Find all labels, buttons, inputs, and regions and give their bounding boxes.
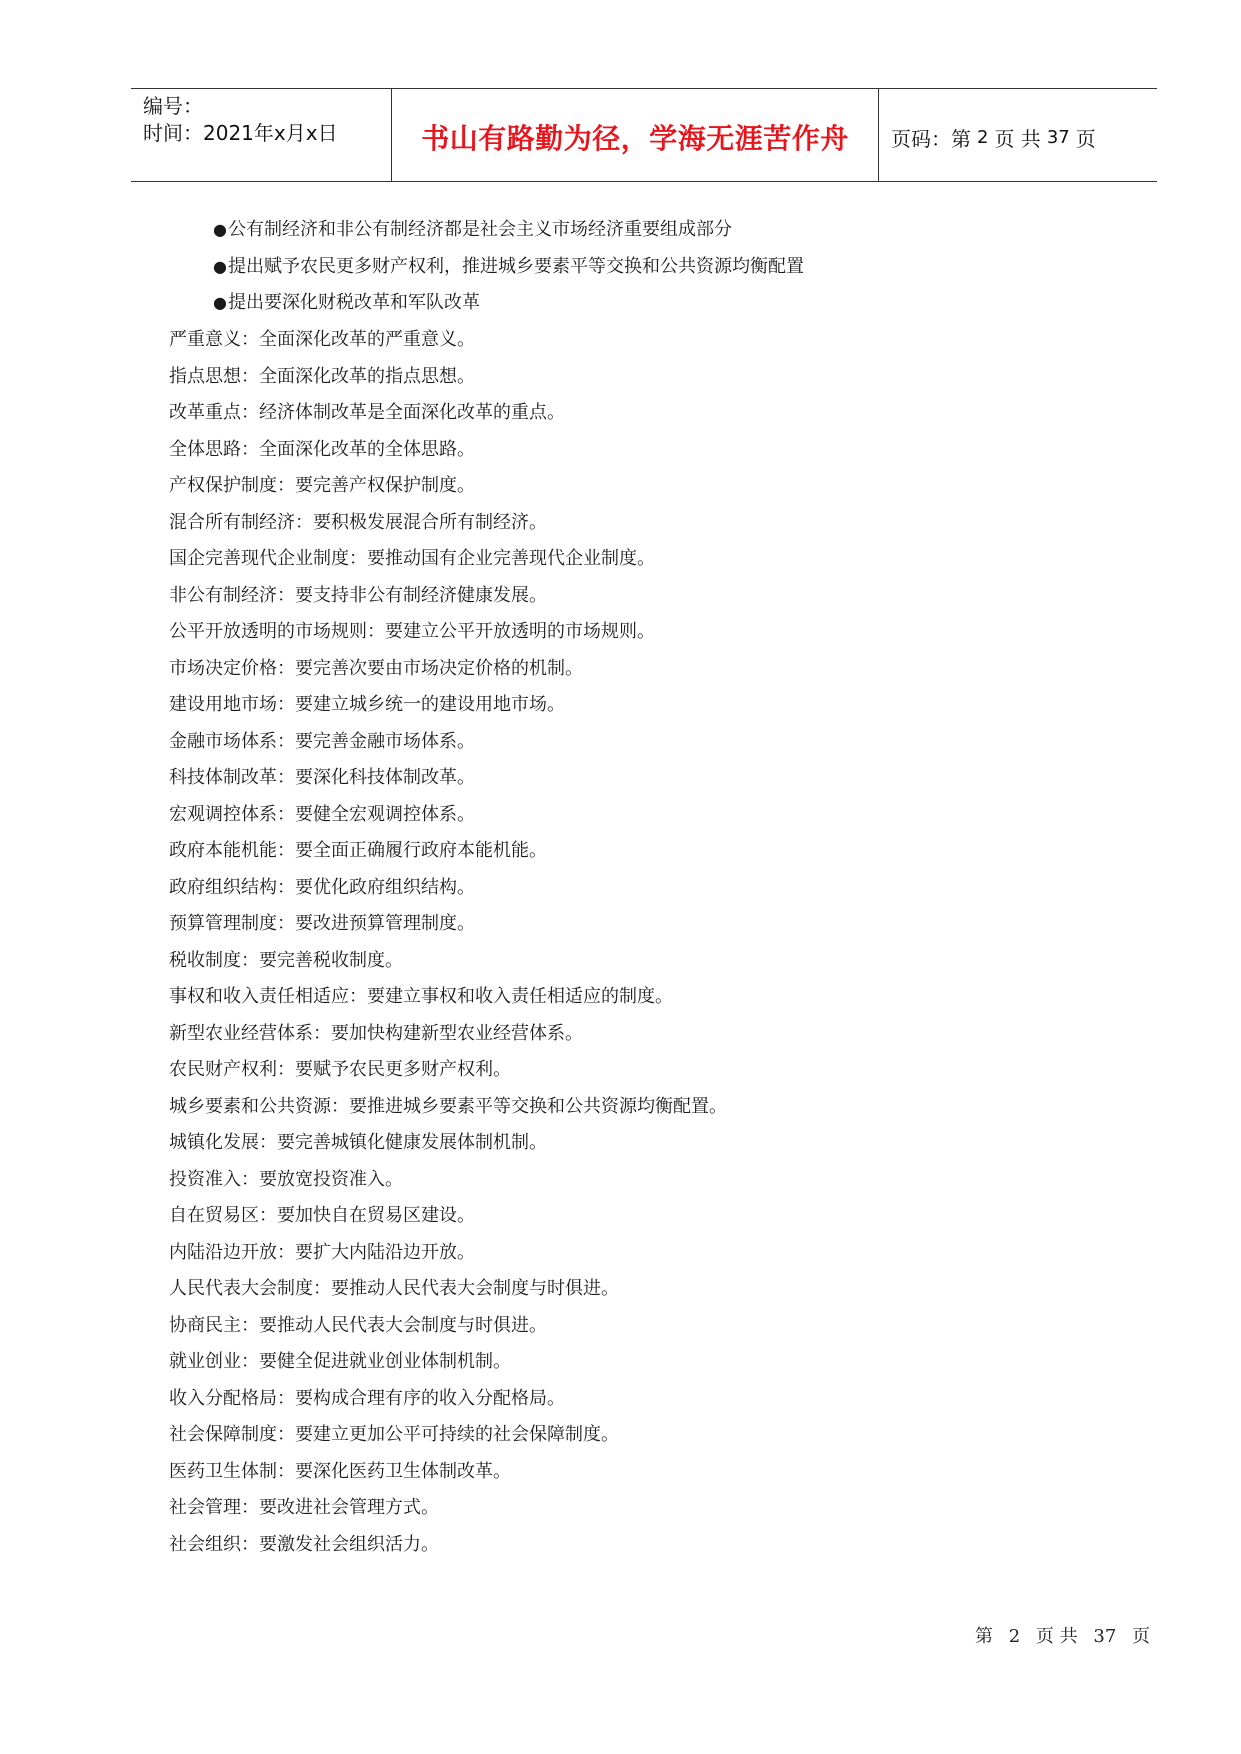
text-line: 建设用地市场：要建立城乡统一的建设用地市场。 <box>169 694 565 715</box>
footer-mid: 页 共 <box>1035 1626 1078 1647</box>
text-line: 投资准入：要放宽投资准入。 <box>169 1168 403 1190</box>
text-line: 国企完善现代企业制度：要推动国有企业完善现代企业制度。 <box>169 548 655 569</box>
text-line: 预算管理制度：要改进预算管理制度。 <box>169 913 475 934</box>
page-header <box>131 88 1157 182</box>
footer-current: 2 <box>1008 1626 1021 1647</box>
text-line: 改革重点：经济体制改革是全面深化改革的重点。 <box>169 402 565 423</box>
header-page-total: 37 <box>1046 126 1070 148</box>
text-line: 严重意义：全面深化改革的严重意义。 <box>169 329 475 350</box>
text-line: 新型农业经营体系：要加快构建新型农业经营体系。 <box>169 1022 583 1044</box>
header-motto: 书山有路勤为径，学海无涯苦作舟 <box>392 89 879 181</box>
text-line: 城镇化发展：要完善城镇化健康发展体制机制。 <box>169 1132 547 1153</box>
text-line: 事权和收入责任相适应：要建立事权和收入责任相适应的制度。 <box>169 986 673 1007</box>
text-line: 非公有制经济：要支持非公有制经济健康发展。 <box>169 584 547 606</box>
footer-total: 37 <box>1093 1626 1117 1647</box>
text-line: 社会组织：要激发社会组织活力。 <box>169 1533 439 1555</box>
footer-prefix: 第 <box>975 1626 993 1647</box>
footer-suffix: 页 <box>1132 1626 1151 1647</box>
text-line: 全体思路：全面深化改革的全体思路。 <box>169 438 475 460</box>
bullet-item <box>213 255 804 279</box>
text-line: 政府本能机能：要全面正确履行政府本能机能。 <box>169 840 547 861</box>
text-line: 城乡要素和公共资源：要推进城乡要素平等交换和公共资源均衡配置。 <box>169 1095 727 1117</box>
header-page-suffix: 页 <box>1075 126 1096 151</box>
text-line: 人民代表大会制度：要推动人民代表大会制度与时俱进。 <box>169 1278 619 1299</box>
text-line: 医药卫生体制：要深化医药卫生体制改革。 <box>169 1460 511 1482</box>
text-line: 社会管理：要改进社会管理方式。 <box>169 1497 439 1518</box>
text-line: 内陆沿边开放：要扩大内陆沿边开放。 <box>169 1241 475 1263</box>
header-page-prefix: 页码：第 <box>891 126 971 151</box>
text-line: 农民财产权利：要赋予农民更多财产权利。 <box>169 1059 511 1080</box>
bullet-item <box>213 218 732 242</box>
serial-label: 编号： <box>143 94 203 118</box>
header-page-current: 2 <box>977 126 989 148</box>
text-line: 自在贸易区：要加快自在贸易区建设。 <box>169 1205 475 1226</box>
bullet-text: 提出赋予农民更多财产权利，推进城乡要素平等交换和公共资源均衡配置 <box>227 255 804 277</box>
text-line: 科技体制改革：要深化科技体制改革。 <box>169 767 475 788</box>
header-page-mid: 页 共 <box>994 126 1041 151</box>
bullet-dot-icon: ● <box>213 256 227 276</box>
page-footer <box>970 1622 1155 1648</box>
text-line: 政府组织结构：要优化政府组织结构。 <box>169 876 475 898</box>
text-line: 混合所有制经济：要积极发展混合所有制经济。 <box>169 511 547 533</box>
text-line: 金融市场体系：要完善金融市场体系。 <box>169 730 475 752</box>
text-line: 协商民主：要推动人民代表大会制度与时俱进。 <box>169 1314 547 1336</box>
text-line: 公平开放透明的市场规则：要建立公平开放透明的市场规则。 <box>169 621 655 642</box>
text-line: 社会保障制度：要建立更加公平可持续的社会保障制度。 <box>169 1424 619 1445</box>
text-line: 指点思想：全面深化改革的指点思想。 <box>169 365 475 387</box>
text-line: 就业创业：要健全促进就业创业体制机制。 <box>169 1351 511 1372</box>
header-meta <box>131 89 392 181</box>
text-line: 收入分配格局：要构成合理有序的收入分配格局。 <box>169 1387 565 1409</box>
time-label: 时间：2021年x月x日 <box>143 121 338 145</box>
text-line: 宏观调控体系：要健全宏观调控体系。 <box>169 803 475 825</box>
bullet-text: 提出要深化财税改革和军队改革 <box>227 292 480 313</box>
text-line: 产权保护制度：要完善产权保护制度。 <box>169 475 475 496</box>
bullet-dot-icon: ● <box>213 220 227 239</box>
text-line: 市场决定价格：要完善次要由市场决定价格的机制。 <box>169 657 583 679</box>
text-line: 税收制度：要完善税收制度。 <box>169 949 403 971</box>
header-page-info <box>879 89 1157 181</box>
bullet-text: 公有制经济和非公有制经济都是社会主义市场经济重要组成部分 <box>227 219 732 240</box>
bullet-item <box>213 291 480 315</box>
bullet-dot-icon: ● <box>213 293 227 312</box>
